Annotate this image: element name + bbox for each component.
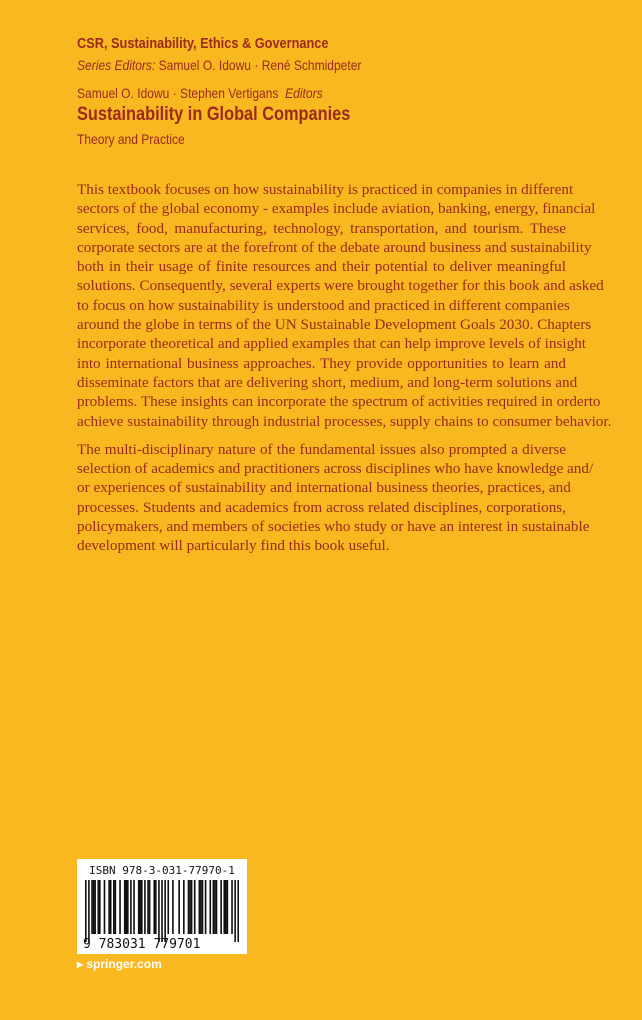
book-subtitle: Theory and Practice — [77, 131, 185, 147]
barcode-bar — [231, 880, 233, 934]
barcode-bar — [147, 880, 149, 934]
barcode-bar — [94, 880, 96, 934]
barcode-bar — [133, 880, 135, 934]
barcode-bar — [141, 880, 143, 934]
barcode-bar — [178, 880, 180, 934]
barcode-bar — [209, 880, 211, 934]
description-line: or experiences of sustainability and international business theories, practices, and — [77, 479, 571, 497]
barcode-bar — [200, 880, 202, 934]
barcode-bar — [220, 880, 222, 934]
description-line: disseminate factors that are delivering short, medium, and long-term solutions and — [77, 373, 578, 391]
barcode-icon — [85, 880, 239, 942]
barcode-bar — [149, 880, 151, 934]
barcode-bar — [153, 880, 155, 934]
series-editors-names: Samuel O. Idowu · René Schmidpeter — [158, 57, 362, 73]
description-line: both in their usage of finite resources and their potential to deliver meaningful — [77, 258, 566, 276]
barcode-bar — [119, 880, 121, 934]
description-line: problems. These insights can incorporate the spectrum of activities required in orderto — [77, 393, 601, 411]
barcode-bar — [115, 880, 117, 934]
description-line: development will particularly find this book useful. — [77, 537, 390, 555]
description-line: The multi-disciplinary nature of the fundamental issues also prompted a diverse — [77, 440, 566, 458]
description-line: into international business approaches. They provide opportunities to learn and — [77, 354, 566, 372]
book-editors-label: Editors — [285, 85, 323, 101]
barcode-bar — [199, 880, 201, 934]
barcode-bar — [164, 880, 166, 942]
barcode-bar — [138, 880, 140, 934]
barcode-bar — [172, 880, 174, 934]
description-line: corporate sectors are at the forefront of the debate around business and sustainability — [77, 238, 592, 256]
description-line: to focus on how sustainability is understood and practiced in different companies — [77, 296, 570, 314]
barcode-bar — [234, 880, 236, 942]
barcode-bar — [202, 880, 204, 934]
description-line: policymakers, and members of societies who study or have an interest in sustainable — [77, 518, 590, 536]
barcode-bar — [97, 880, 99, 934]
barcode-bar — [225, 880, 227, 934]
barcode-bar — [104, 880, 106, 934]
description-line: incorporate theoretical and applied examples that can help improve levels of insight — [77, 335, 587, 353]
publisher-link-text: springer.com — [86, 957, 162, 971]
barcode-bar — [237, 880, 239, 942]
barcode-bar — [213, 880, 215, 934]
isbn-barcode — [77, 859, 247, 954]
isbn-label: ISBN 978-3-031-77970-1 — [89, 864, 235, 877]
barcode-bar — [167, 880, 169, 934]
barcode-bar — [127, 880, 129, 934]
barcode-bar — [183, 880, 185, 934]
triangle-right-icon: ▸ — [77, 957, 84, 971]
barcode-bar — [99, 880, 101, 934]
series-editors-label: Series Editors: — [77, 57, 156, 73]
description-paragraph — [77, 180, 612, 431]
barcode-bar — [194, 880, 196, 934]
description-line: This textbook focuses on how sustainability is practiced in companies in different — [77, 181, 574, 198]
barcode-bar — [125, 880, 127, 934]
barcode-bar — [205, 880, 207, 934]
description-paragraph — [77, 440, 594, 556]
barcode-bar — [110, 880, 112, 934]
barcode-bar — [223, 880, 225, 934]
series-title: CSR, Sustainability, Ethics & Governance — [77, 36, 329, 52]
barcode-bar — [124, 880, 126, 934]
barcode-bar — [113, 880, 115, 934]
publisher-link[interactable] — [77, 957, 162, 971]
barcode-bar — [130, 880, 132, 934]
barcode-bar — [139, 880, 141, 934]
barcode-bar — [161, 880, 163, 942]
barcode-bar — [93, 880, 95, 934]
series-editors — [77, 57, 361, 73]
barcode-bar — [216, 880, 218, 934]
description — [77, 180, 612, 565]
description-line: solutions. Consequently, several experts were brought together for this book and asked — [77, 277, 604, 295]
barcode-bar — [188, 880, 190, 934]
description-line: sectors of the global economy - examples include aviation, banking, energy, financial — [77, 200, 596, 218]
isbn-digits: 9 783031 779701 — [83, 937, 201, 952]
barcode-bar — [155, 880, 157, 934]
barcode-bar — [144, 880, 146, 934]
barcode-bar — [88, 880, 90, 942]
barcode-bar — [108, 880, 110, 934]
barcode-bar — [158, 880, 160, 942]
description-line: services, food, manufacturing, technology, transportation, and tourism. These — [77, 219, 566, 237]
barcode-bar — [85, 880, 87, 942]
description-line: selection of academics and practitioners across disciplines who have knowledge and/ — [77, 460, 594, 478]
description-line: achieve sustainability through industrial processes, supply chains to consumer behavior. — [77, 412, 612, 430]
barcode-bar — [227, 880, 229, 934]
book-title: Sustainability in Global Companies — [77, 104, 351, 125]
barcode-bar — [214, 880, 216, 934]
description-line: processes. Students and academics from across related disciplines, corporations, — [77, 498, 566, 516]
barcode-bar — [191, 880, 193, 934]
book-editors — [77, 85, 323, 101]
book-editors-names: Samuel O. Idowu · Stephen Vertigans — [77, 85, 279, 101]
description-line: around the globe in terms of the UN Sustainable Development Goals 2030. Chapters — [77, 316, 592, 334]
barcode-bar — [91, 880, 93, 934]
barcode-bar — [189, 880, 191, 934]
